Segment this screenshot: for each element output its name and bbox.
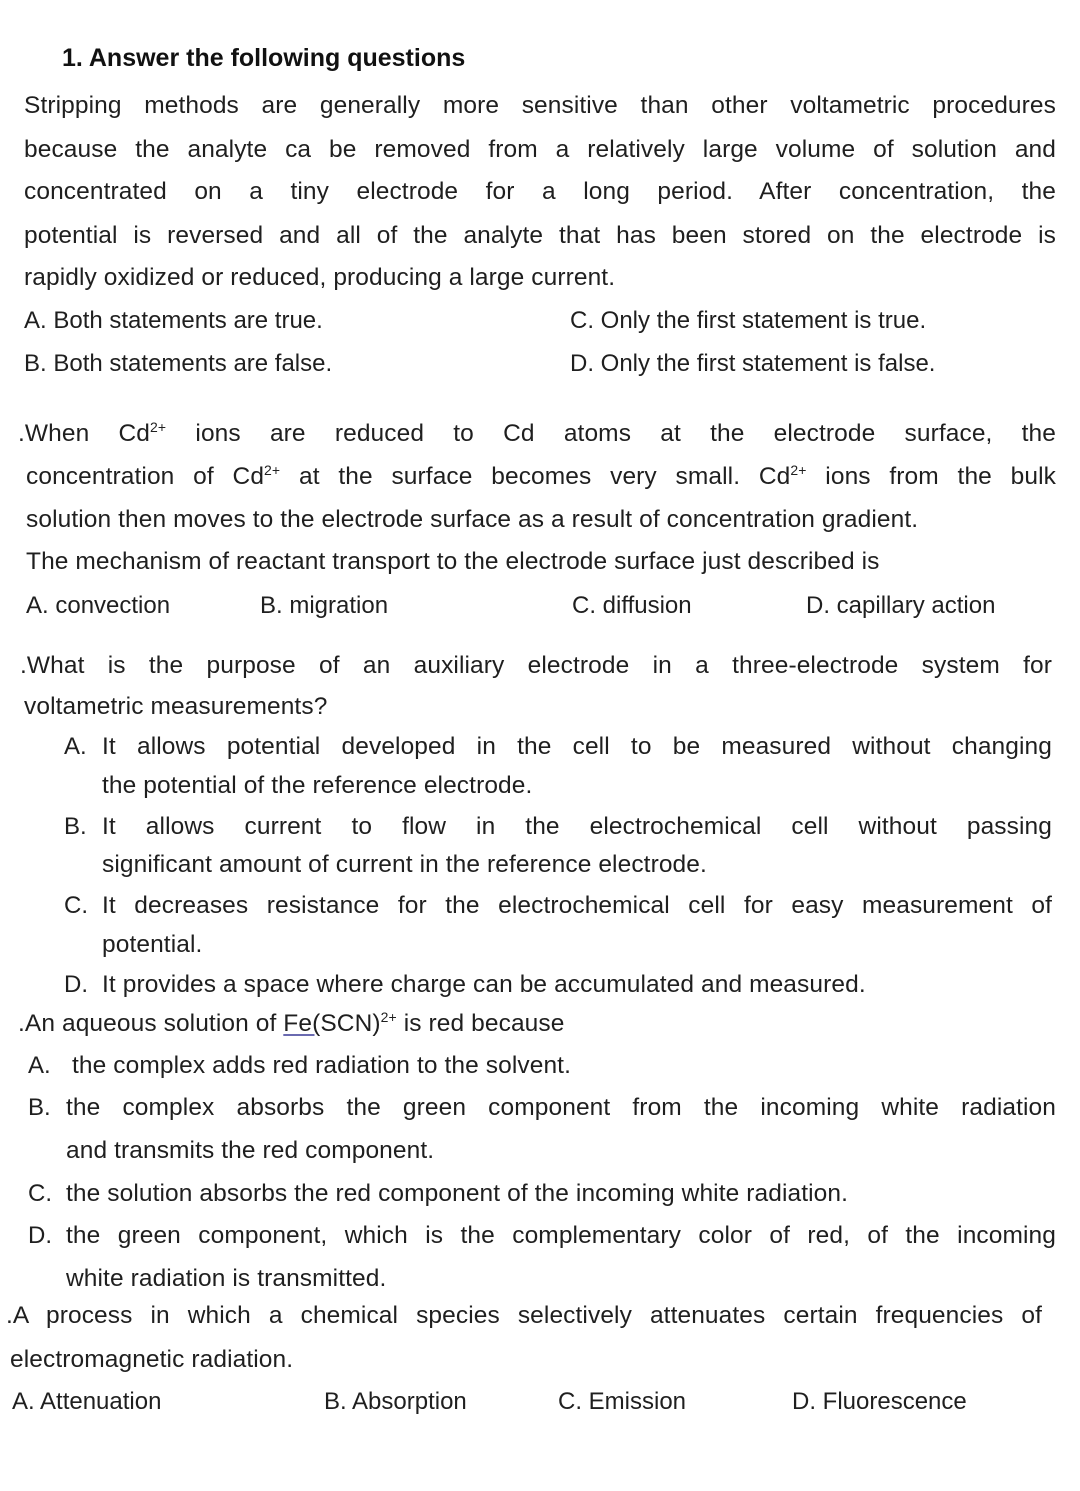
q4-stem: .An aqueous solution of Fe(SCN)$^{2+}$ is red because — [18, 1008, 565, 1037]
q3-option-d-line-1: It provides a space where charge can be accumulated and measured. — [102, 971, 866, 998]
q2-option-a: A. convection — [26, 592, 171, 619]
q3-option-b-label: B. — [64, 813, 87, 840]
q4-option-d-line-2: white radiation is transmitted. — [66, 1265, 387, 1292]
q1-line-5: rapidly oxidized or reduced, producing a large current. — [24, 264, 616, 291]
q4-option-b-label: B. — [28, 1094, 51, 1121]
q1-option-c: C. Only the first statement is true. — [570, 307, 927, 334]
q4-option-c-label: C. — [28, 1180, 52, 1207]
q1-option-a: A. Both statements are true. — [24, 307, 323, 334]
q5-line-2: electromagnetic radiation. — [10, 1346, 294, 1373]
q3-option-b-line-2: significant amount of current in the reference electrode. — [102, 851, 707, 878]
q1-option-d: D. Only the first statement is false. — [570, 350, 936, 377]
q1-line-1: Stripping methods are generally more sensitive than other voltametric procedures — [24, 92, 1056, 119]
section-heading: 1. Answer the following questions — [62, 44, 466, 72]
q5-option-b: B. Absorption — [324, 1388, 467, 1415]
q3-option-a-label: A. — [64, 733, 87, 760]
q1-line-4: potential is reversed and all of the analyte that has been stored on the electrode is — [24, 222, 1056, 249]
q2-line-2: concentration of $Cd^{2+}$ at the surface becomes very small. $Cd^{2+}$ ions from the bulk — [26, 461, 1056, 490]
q3-option-a-line-2: the potential of the reference electrode. — [102, 772, 533, 799]
q3-option-b-line-1: It allows current to flow in the electrochemical cell without passing — [102, 813, 1052, 840]
q3-line-2: voltametric measurements? — [24, 693, 328, 720]
q4-option-d-line-1: the green component, which is the complementary color of red, of the incoming — [66, 1222, 1056, 1249]
q4-option-b-line-2: and transmits the red component. — [66, 1137, 435, 1164]
q3-line-1: .What is the purpose of an auxiliary electrode in a three-electrode system for — [20, 652, 1052, 679]
q5-option-c: C. Emission — [558, 1388, 687, 1415]
q2-line-4: The mechanism of reactant transport to the electrode surface just described is — [26, 548, 880, 575]
q2-option-b: B. migration — [260, 592, 389, 619]
q1-line-2: because the analyte ca be removed from a relatively large volume of solution and — [24, 136, 1056, 163]
q2-line-1: .When $Cd^{2+}$ ions are reduced to Cd atoms at the electrode surface, the — [18, 418, 1057, 447]
q4-option-d-label: D. — [28, 1222, 52, 1249]
q3-option-c-label: C. — [64, 892, 88, 919]
q5-line-1: .A process in which a chemical species selectively attenuates certain frequencies of — [6, 1302, 1042, 1329]
q2-option-c: C. diffusion — [572, 592, 692, 619]
q4-option-a-line-1: the complex adds red radiation to the solvent. — [72, 1052, 571, 1079]
q5-option-a: A. Attenuation — [12, 1388, 162, 1415]
q3-option-d-label: D. — [64, 971, 88, 998]
q1-option-b: B. Both statements are false. — [24, 350, 333, 377]
q3-option-c-line-2: potential. — [102, 931, 203, 958]
q5-option-d: D. Fluorescence — [792, 1388, 967, 1415]
q4-option-a-label: A. — [28, 1052, 51, 1079]
q2-line-3: solution then moves to the electrode surface as a result of concentration gradient. — [26, 506, 919, 533]
q4-option-c-line-1: the solution absorbs the red component of the incoming white radiation. — [66, 1180, 849, 1207]
q3-option-a-line-1: It allows potential developed in the cell to be measured without changing — [102, 733, 1052, 760]
q2-option-d: D. capillary action — [806, 592, 996, 619]
q3-option-c-line-1: It decreases resistance for the electrochemical cell for easy measurement of — [102, 892, 1052, 919]
q1-line-3: concentrated on a tiny electrode for a long period. After concentration, the — [24, 178, 1056, 205]
q4-option-b-line-1: the complex absorbs the green component from the incoming white radiation — [66, 1094, 1056, 1121]
